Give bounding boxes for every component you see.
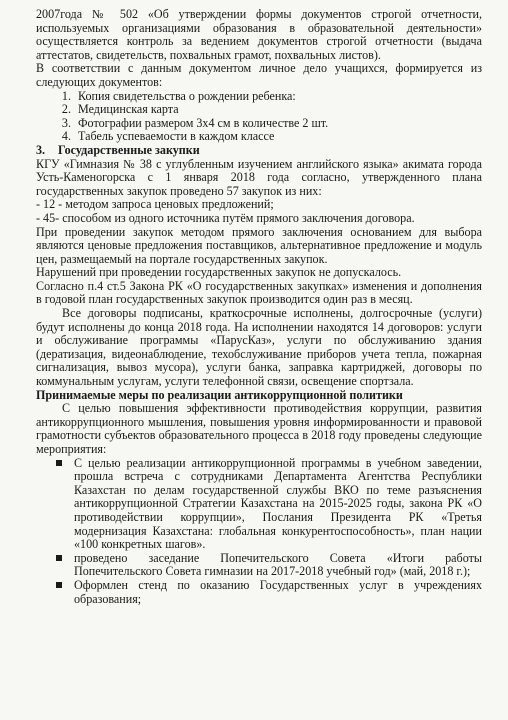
square-bullet-icon (56, 555, 62, 561)
measures-list-item (54, 579, 482, 606)
anticorruption-heading: Принимаемые меры по реализации антикоррупционной политики (36, 387, 403, 402)
procurement-paragraph-4: Согласно п.4 ст.5 Закона РК «О государственных закупках» изменения и дополнения в годовой план государственных закупок производится один раз в месяц. (36, 278, 482, 307)
measure-text: Оформлен стенд по оказанию Государственных услуг в учреждениях образования; (74, 577, 482, 606)
procurement-item-2: - 45- способом из одного источника путём прямого заключения договора. (36, 210, 415, 225)
square-bullet-icon (56, 460, 62, 466)
documents-list-item: 3. Фотографии размером 3х4 см в количестве 2 шт. (74, 117, 482, 131)
procurement-paragraph-1: КГУ «Гимназия № 38 с углубленным изучением английского языка» акимата города Усть-Каменогорска с 1 января 2018 года согласно, утвержденного плана государственных закупок проведено 57 закупок из них: (36, 156, 482, 198)
measures-list-item (54, 457, 482, 552)
procurement-paragraph-3: Нарушений при проведении государственных закупок не допускалось. (36, 265, 402, 280)
measure-text: проведено заседание Попечительского Совета «Итоги работы Попечительского Совета гимназии на 2017-2018 учебный год» (май, 2018 г.); (74, 550, 482, 579)
measures-list (36, 457, 482, 607)
procurement-item-1: - 12 - методом запроса ценовых предложений; (36, 197, 274, 212)
intro-paragraph-1: 2007года № 502 «Об утверждении формы документов строгой отчетности, используемых организациями образования в образовательной деятельности» осуществляется контроль за ведением документов строгой отчетности (выдача аттестатов, свидетельств, похвальных грамот, похвальных листов). (36, 7, 482, 62)
documents-list (36, 90, 482, 144)
square-bullet-icon (56, 582, 62, 588)
section-title: Государственные закупки (58, 142, 200, 157)
documents-list-item: 4. Табель успеваемости в каждом классе (74, 130, 482, 144)
anticorruption-paragraph-1: С целью повышения эффективности противодействия коррупции, развития антикоррупционного мышления, повышения уровня информированности и правовой грамотности субъектов образовательного процесса в 2018 году проведены следующие мероприятия: (36, 401, 482, 456)
documents-list-item: 1. Копия свидетельства о рождении ребенка: (74, 90, 482, 104)
measures-list-item (54, 552, 482, 579)
section-heading (36, 144, 482, 158)
intro-paragraph-2: В соответствии с данным документом личное дело учащихся, формируется из следующих документов: (36, 61, 482, 89)
procurement-paragraph-2: При проведении закупок методом прямого заключения основанием для выбора являются ценовые предложения поставщиков, альтернативное предложение и модуль цен, размещаемый на портале государственных закупок. (36, 224, 482, 266)
measure-text: С целью реализации антикоррупционной программы в учебном заведении, прошла встреча с сотрудниками Департамента Агентства Республики Казахстан по делам государственной службы ВКО по теме разъяснения антикоррупционной Стратегии Казахстана на 2015-2025 годы, закона РК «О противодействии коррупции», Послания Президента РК «Третья модернизация Казахстана: глобальная конкурентоспособность», план нации «100 конкретных шагов». (74, 455, 482, 552)
procurement-paragraph-5: Все договоры подписаны, краткосрочные исполнены, долгосрочные (услуги) будут исполнены до конца 2018 года. На исполнении находятся 14 договоров: услуги и обслуживание программы «ПарусКаз», услуги по обслуживанию здания (дератизация, видеонаблюдение, техобслуживание приборов учета тепла, пожарная сигнализация, вывоз мусора), услуги банка, заправка картриджей, договоры по коммунальным услугам, услуги телефонной связи, освещение спортзала. (36, 306, 482, 389)
documents-list-item: 2. Медицинская карта (74, 103, 482, 117)
section-number: 3. (36, 142, 46, 157)
